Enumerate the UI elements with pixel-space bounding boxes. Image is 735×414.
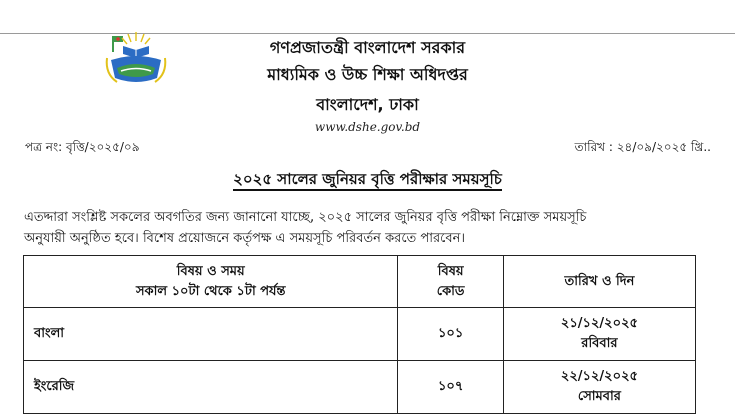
header-subject-line2: সকাল ১০টা থেকে ১টা পর্যন্ত: [135, 283, 286, 299]
row-date: [503, 308, 695, 361]
header-subject: [24, 256, 398, 308]
header-code-line1: বিষয়: [437, 263, 464, 279]
body-line-1: এতদ্দারা সংশ্লিষ্ট সকলের অবগতির জন্য জানানো যাচ্ছে, ২০২৫ সালের জুনিয়র বৃত্তি পরীক্ষা নিম্নোক্ত সময়সূচি: [24, 210, 587, 225]
row-subject: বাংলা: [24, 308, 398, 361]
row-day-value: রবিবার: [581, 336, 618, 351]
table-row: [24, 361, 696, 414]
header-code: [398, 256, 503, 308]
row-code: ১০৭: [398, 361, 503, 414]
website-link[interactable]: www.dshe.gov.bd: [314, 120, 421, 134]
row-date-value: ২২/১২/২০২৫: [560, 369, 638, 384]
row-subject: ইংরেজি: [24, 361, 398, 414]
document-title-text: ২০২৫ সালের জুনিয়র বৃত্তি পরীক্ষার সময়সূচি: [233, 170, 502, 191]
row-day-value: সোমবার: [577, 389, 621, 404]
document-title: [0, 168, 735, 193]
header-code-line2: কোড: [436, 283, 465, 299]
header-date: তারিখ ও দিন: [503, 256, 695, 308]
header-location: বাংলাদেশ, ঢাকা: [316, 95, 419, 114]
header-directorate: মাধ্যমিক ও উচ্চ শিক্ষা অধিদপ্তর: [267, 65, 468, 84]
table-row: [24, 308, 696, 361]
body-paragraph: [24, 207, 714, 249]
row-date-value: ২১/১২/২০২৫: [560, 316, 638, 331]
row-date: [503, 361, 695, 414]
header-subject-line1: বিষয় ও সময়: [176, 263, 245, 279]
memo-number: পত্র নং: বৃত্তি/২০২৫/০৯: [25, 140, 140, 154]
row-code: ১০১: [398, 308, 503, 361]
memo-date: তারিখ : ২৪/০৯/২০২৫ খ্রি..: [574, 140, 711, 154]
schedule-table: [23, 255, 696, 414]
header-govt: গণপ্রজাতন্ত্রী বাংলাদেশ সরকার: [269, 38, 466, 57]
table-header-row: [24, 256, 696, 308]
body-line-2: অনুযায়ী অনুষ্ঠিত হবে। বিশেষ প্রয়োজনে কর্তৃপক্ষ এ সময়সূচি পরিবর্তন করতে পারবেন।: [24, 231, 466, 246]
